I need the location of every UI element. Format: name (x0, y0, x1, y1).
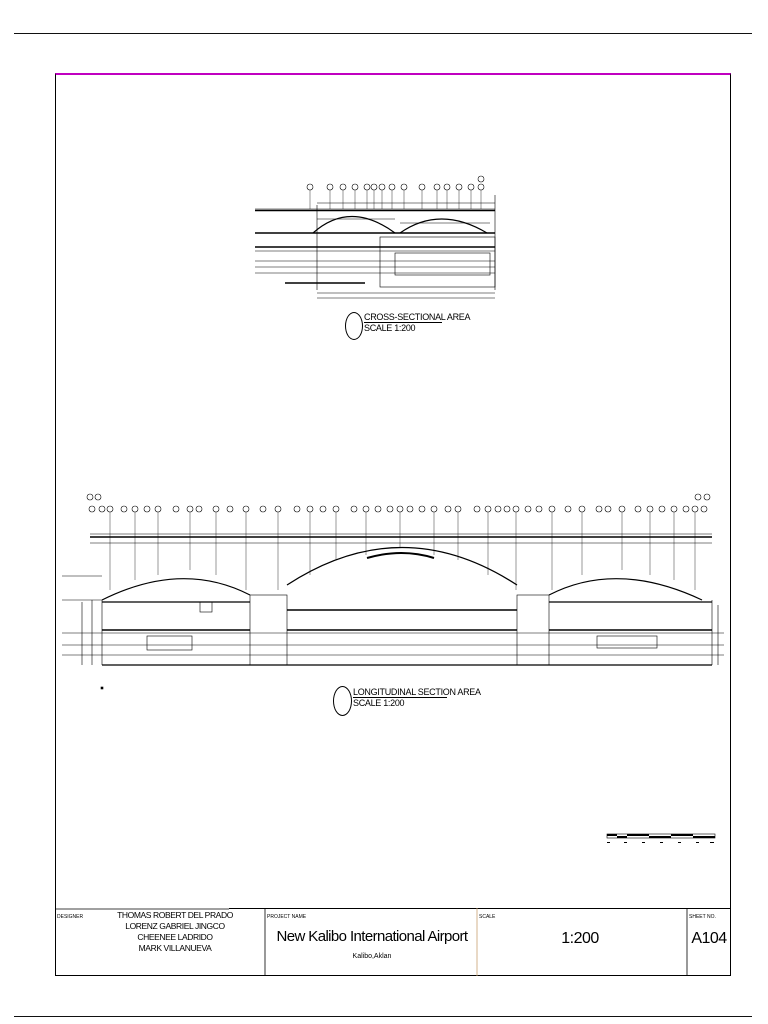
designer-name: LORENZ GABRIEL JINGCO (125, 921, 225, 931)
page-bottom-rule (14, 1016, 752, 1017)
scale-value: 1:200 (561, 930, 599, 947)
designer-name: CHEENEE LADRIDO (137, 932, 213, 942)
title-block (55, 908, 731, 976)
longitudinal-section-drawing (62, 490, 724, 695)
cross-section-caption (364, 312, 471, 333)
designer-label: DESIGNER (57, 914, 84, 920)
cross-section-drawing (255, 175, 505, 300)
project-location: Kalibo,Aklan (352, 953, 392, 960)
grid-markers (307, 176, 484, 190)
sheet-number-label: SHEET NO. (689, 914, 716, 920)
longitudinal-section-title: LONGITUDINAL SECTION AREA (353, 687, 481, 697)
designer-names (115, 910, 235, 954)
longitudinal-section-caption (353, 687, 481, 708)
page-top-rule (14, 33, 752, 34)
scale-label: SCALE (479, 914, 496, 920)
cross-section-title: CROSS-SECTIONAL AREA (364, 312, 471, 322)
project-label: PROJECT NAME (267, 914, 307, 920)
designer-name: MARK VILLANUEVA (138, 943, 212, 953)
cross-section-callout-circle (345, 312, 363, 340)
grid-markers (87, 494, 710, 512)
longitudinal-section-scale: SCALE 1:200 (353, 698, 405, 708)
project-name: New Kalibo International Airport (276, 928, 468, 945)
graphic-scale-bar (606, 832, 718, 848)
cross-section-scale: SCALE 1:200 (364, 323, 416, 333)
sheet-number: A104 (691, 930, 727, 947)
designer-name: THOMAS ROBERT DEL PRADO (117, 910, 233, 920)
longitudinal-section-callout-circle (333, 686, 352, 716)
